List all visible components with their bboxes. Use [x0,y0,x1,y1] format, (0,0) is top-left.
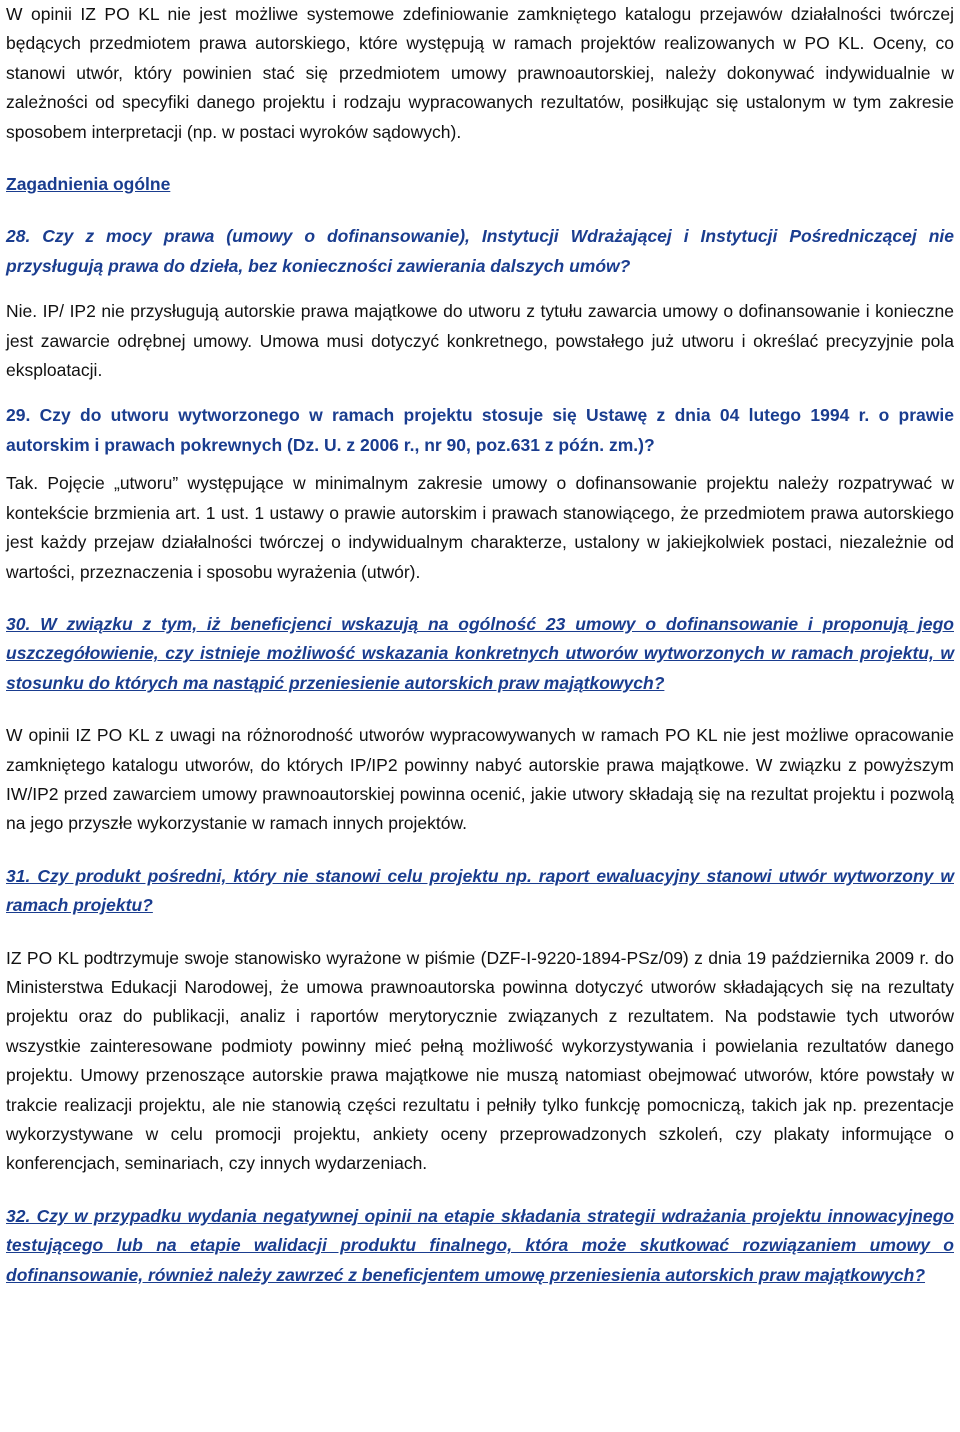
question-31: 31. Czy produkt pośredni, który nie stanowi celu projektu np. raport ewaluacyjny stanowi utwór wytworzony w ramach projektu? [6,865,954,916]
question-30: 30. W związku z tym, iż beneficjenci wskazują na ogólność 23 umowy o dofinansowanie i proponują jego uszczegółowienie, czy istnieje możliwość wskazania konkretnych utworów wytworzonych w ramach projektu, w stosunku do których ma nastąpić przeniesienie autorskich praw majątkowych? [6,613,954,693]
answer-28: Nie. IP/ IP2 nie przysługują autorskie prawa majątkowe do utworu z tytułu zawarcia umowy o dofinansowanie i konieczne jest zawarcie odrębnej umowy. Umowa musi dotyczyć konkretnego, powstałego już utworu i określać precyzyjnie pola eksploatacji. [6,301,954,381]
question-29: 29. Czy do utworu wytworzonego w ramach projektu stosuje się Ustawę z dnia 04 lutego 1994 r. o prawie autorskim i prawach pokrewnych (Dz. U. z 2006 r., nr 90, poz.631 z późn. zm.)? [6,405,954,455]
answer-30: W opinii IZ PO KL z uwagi na różnorodność utworów wypracowywanych w ramach PO KL nie jest możliwe opracowanie zamkniętego katalogu utworów, do których IP/IP2 powinny nabyć autorskie prawa majątkowe. W związku z powyższym IW/IP2 przed zawarciem umowy prawnoautorskiej powinna ocenić, jakie utwory składają się na rezultat projektu i pozwolą na jego przyszłe wykorzystanie w ramach innych projektów. [6,725,954,834]
question-32: 32. Czy w przypadku wydania negatywnej opinii na etapie składania strategii wdrażania projektu innowacyjnego testującego lub na etapie walidacji produktu finalnego, która może skutkować rozwiązaniem umowy o dofinansowanie, również należy zawrzeć z beneficjentem umowę przeniesienia autorskich praw majątkowych? [6,1205,954,1285]
question-28: 28. Czy z mocy prawa (umowy o dofinansowanie), Instytucji Wdrażającej i Instytucji Pośredniczącej nie przysługują prawa do dzieła, bez konieczności zawierania dalszych umów? [6,226,954,276]
answer-29: Tak. Pojęcie „utworu” występujące w minimalnym zakresie umowy o dofinansowanie projektu należy rozpatrywać w kontekście brzmienia art. 1 ust. 1 ustawy o prawie autorskim i prawach stanowiącego, że przedmiotem prawa autorskiego jest każdy przejaw działalności twórczej o indywidualnym charakterze, ustalony w jakiejkolwiek postaci, niezależnie od wartości, przeznaczenia i sposobu wyrażenia (utwór). [6,473,954,582]
section-heading: Zagadnienia ogólne [6,174,171,195]
answer-31: IZ PO KL podtrzymuje swoje stanowisko wyrażone w piśmie (DZF-I-9220-1894-PSz/09) z dnia 19 października 2009 r. do Ministerstwa Edukacji Narodowej, że umowa prawnoautorska powinna dotyczyć utworów składających się na rezultaty projektu oraz do publikacji, analiz i raportów merytorycznie związanych z rezultatem. Na podstawie tych utworów wszystkie zainteresowane podmioty powinny mieć pełną możliwość wykorzystywania i powielania rezultatów danego projektu. Umowy przenoszące autorskie prawa majątkowe nie muszą natomiast obejmować utworów, które powstały w trakcie realizacji projektu, ale nie stanowią części rezultatu i pełniły tylko funkcję pomocniczą, takich jak np. prezentacje wykorzystywane w celu promocji projektu, ankiety oceny przeprowadzonych szkoleń, czy plakaty informujące o konferencjach, seminariach, czy innych wydarzeniach. [6,947,954,1174]
intro-paragraph: W opinii IZ PO KL nie jest możliwe systemowe zdefiniowanie zamkniętego katalogu przejawów działalności twórczej będących przedmiotem prawa autorskiego, które występują w ramach projektów realizowanych w PO KL. Oceny, co stanowi utwór, który powinien stać się przedmiotem umowy prawnoautorskiej, należy dokonywać indywidualnie w zależności od specyfiki danego projektu i rodzaju wypracowanych rezultatów, posiłkując się ustalonym w tym zakresie sposobem interpretacji (np. w postaci wyroków sądowych). [6,4,954,142]
